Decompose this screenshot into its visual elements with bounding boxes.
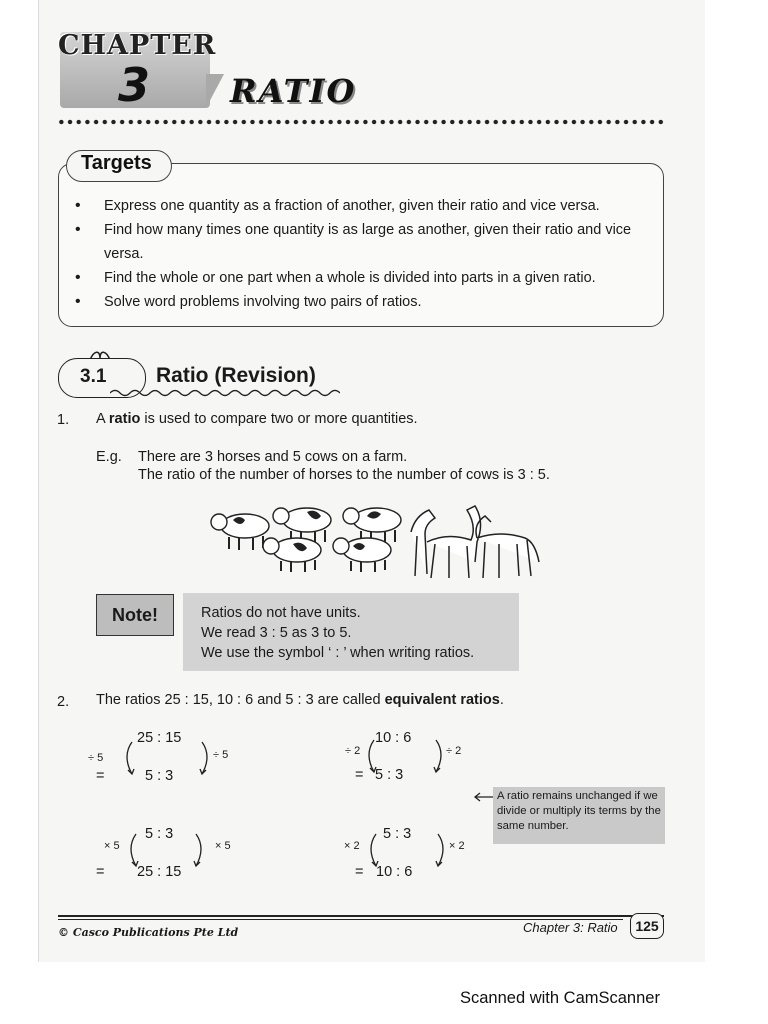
operation-right: × 5	[215, 840, 231, 852]
ratio-bottom: 5 : 3	[375, 767, 404, 783]
operation-left: ÷ 2	[345, 745, 361, 757]
dotted-divider	[57, 118, 667, 126]
footer-rule	[58, 915, 664, 917]
section-title: Ratio (Revision)	[156, 364, 316, 387]
equals-sign: =	[96, 768, 105, 784]
scanner-watermark: Scanned with CamScanner	[460, 989, 660, 1007]
targets-list	[72, 194, 662, 314]
operation-left: ÷ 5	[88, 752, 104, 764]
ratio-bottom: 25 : 15	[137, 864, 182, 880]
point2-text-after: .	[499, 692, 504, 708]
targets-heading: Targets	[81, 152, 152, 174]
arrow-brackets	[360, 736, 460, 776]
arrow-brackets	[122, 830, 212, 870]
point2-text	[96, 690, 504, 710]
target-item: • Find how many times one quantity is as large as another, given their ratio and vice versa.	[72, 218, 662, 266]
operation-left: × 2	[344, 840, 360, 852]
section-number: 3.1	[80, 366, 107, 387]
point2-text-before: The ratios 25 : 15, 10 : 6 and 5 : 3 are called	[96, 692, 385, 708]
chapter-label: Chapter 3: Ratio	[523, 920, 618, 935]
chapter-number: 3	[118, 58, 151, 112]
cow-icon	[333, 538, 391, 572]
operation-right: ÷ 5	[213, 749, 229, 761]
ratio-bottom: 5 : 3	[145, 768, 174, 784]
cow-icon	[211, 514, 269, 550]
note-line: Ratios do not have units.	[201, 605, 361, 621]
cow-icon	[263, 538, 321, 572]
point1-text-before: A	[96, 411, 109, 427]
ratio-top: 5 : 3	[145, 826, 174, 842]
example-line-2: The ratio of the number of horses to the number of cows is 3 : 5.	[138, 467, 550, 483]
point-number: 1.	[57, 412, 70, 428]
left-arrow-icon	[473, 792, 495, 802]
publisher-credit: © Casco Publications Pte Ltd	[58, 926, 239, 939]
point-number: 2.	[57, 694, 70, 710]
target-item: • Solve word problems involving two pairs of ratios.	[72, 290, 662, 314]
equals-sign: =	[96, 864, 105, 880]
point1-text-after: is used to compare two or more quantities.	[140, 411, 418, 427]
note-tag: Note!	[96, 594, 174, 636]
target-item: • Find the whole or one part when a whole is divided into parts in a given ratio.	[72, 266, 662, 290]
page-number: 125	[630, 913, 664, 939]
target-item: • Express one quantity as a fraction of another, given their ratio and vice versa.	[72, 194, 662, 218]
note-text	[201, 603, 474, 663]
ratio-bottom: 10 : 6	[376, 864, 413, 880]
example-line-1: There are 3 horses and 5 cows on a farm.	[138, 449, 408, 465]
operation-right: × 2	[449, 840, 465, 852]
example-label: E.g.	[96, 449, 122, 465]
operation-left: × 5	[104, 840, 120, 852]
note-line: We read 3 : 5 as 3 to 5.	[201, 625, 352, 641]
chapter-title: RATIO	[230, 72, 357, 110]
note-line: We use the symbol ‘ : ’ when writing ratios.	[201, 645, 475, 661]
equals-sign: =	[355, 864, 364, 880]
ratio-top: 5 : 3	[383, 826, 412, 842]
cows-and-horses-illustration	[205, 492, 545, 584]
point1-bold-term: ratio	[108, 411, 141, 427]
ratio-top: 25 : 15	[137, 730, 182, 746]
equals-sign: =	[355, 767, 364, 783]
horse-icon	[476, 516, 539, 578]
section-underline	[110, 388, 340, 398]
chapter-word: CHAPTER	[58, 30, 217, 61]
operation-right: ÷ 2	[446, 745, 462, 757]
point1-text	[96, 409, 418, 429]
ratio-top: 10 : 6	[375, 730, 412, 746]
chapter-badge-tail	[206, 74, 224, 108]
arrow-brackets	[118, 738, 218, 778]
point2-bold-term: equivalent ratios	[384, 692, 500, 708]
arrow-brackets	[362, 830, 452, 870]
callout-text: A ratio remains unchanged if we divide or multiply its terms by the same number.	[497, 790, 661, 832]
